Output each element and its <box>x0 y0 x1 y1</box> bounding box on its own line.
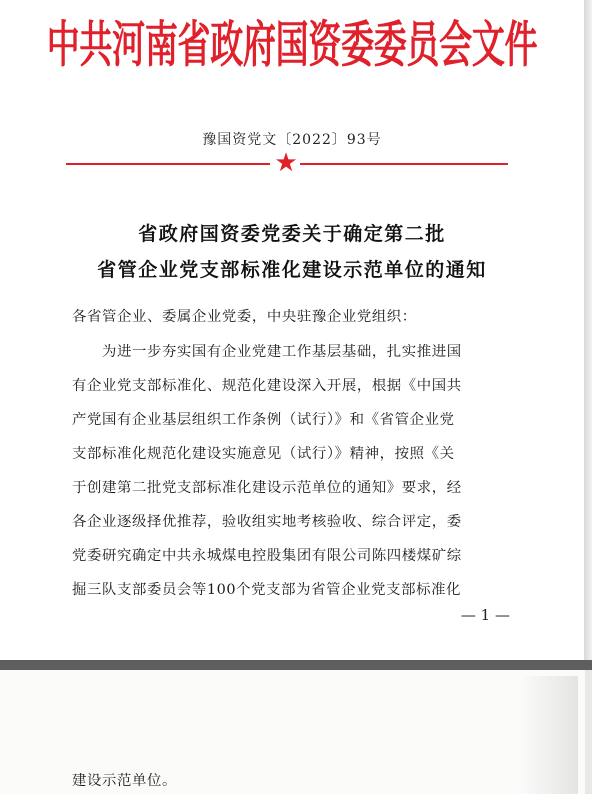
page-gap <box>0 660 592 670</box>
star-icon: ★ <box>274 148 298 178</box>
body-line: 各企业逐级择优推荐，验收组实地考核验收、综合评定，委 <box>72 514 462 530</box>
body-line: 于创建第二批党支部标准化建设示范单位的通知》要求，经 <box>72 480 462 496</box>
page-2-body-text: 建设示范单位。 <box>72 773 177 789</box>
body-line: 各省管企业、委属企业党委，中央驻豫企业党组织： <box>72 309 417 325</box>
body-line: 有企业党支部标准化、规范化建设深入开展，根据《中国共 <box>72 378 462 394</box>
page-number: — 1 — <box>460 606 510 624</box>
page-2-shadow <box>520 676 578 794</box>
document-number: 豫国资党文〔2022〕93号 <box>202 132 382 148</box>
issuer-header: 中共河南省政府国资委委员会文件 <box>46 15 538 74</box>
body-line: 掘三队支部委员会等100个党支部为省管企业党支部标准化 <box>72 582 462 598</box>
notice-title-line-1: 省政府国资委党委关于确定第二批 <box>138 223 446 245</box>
page-2-edge <box>585 670 592 794</box>
red-rule-left <box>66 163 270 165</box>
body-line: 支部标准化规范化建设实施意见（试行）》精神，按照《关 <box>72 446 455 462</box>
page-edge <box>584 0 592 663</box>
notice-title-line-2: 省管企业党支部标准化建设示范单位的通知 <box>97 259 487 281</box>
body-line: 党委研究确定中共永城煤电控股集团有限公司陈四楼煤矿综 <box>72 548 462 564</box>
body-line: 为进一步夯实国有企业党建工作基层基础，扎实推进国 <box>72 344 462 360</box>
body-line: 产党国有企业基层组织工作条例（试行）》和《省管企业党 <box>72 412 455 428</box>
red-rule-right <box>300 163 508 165</box>
